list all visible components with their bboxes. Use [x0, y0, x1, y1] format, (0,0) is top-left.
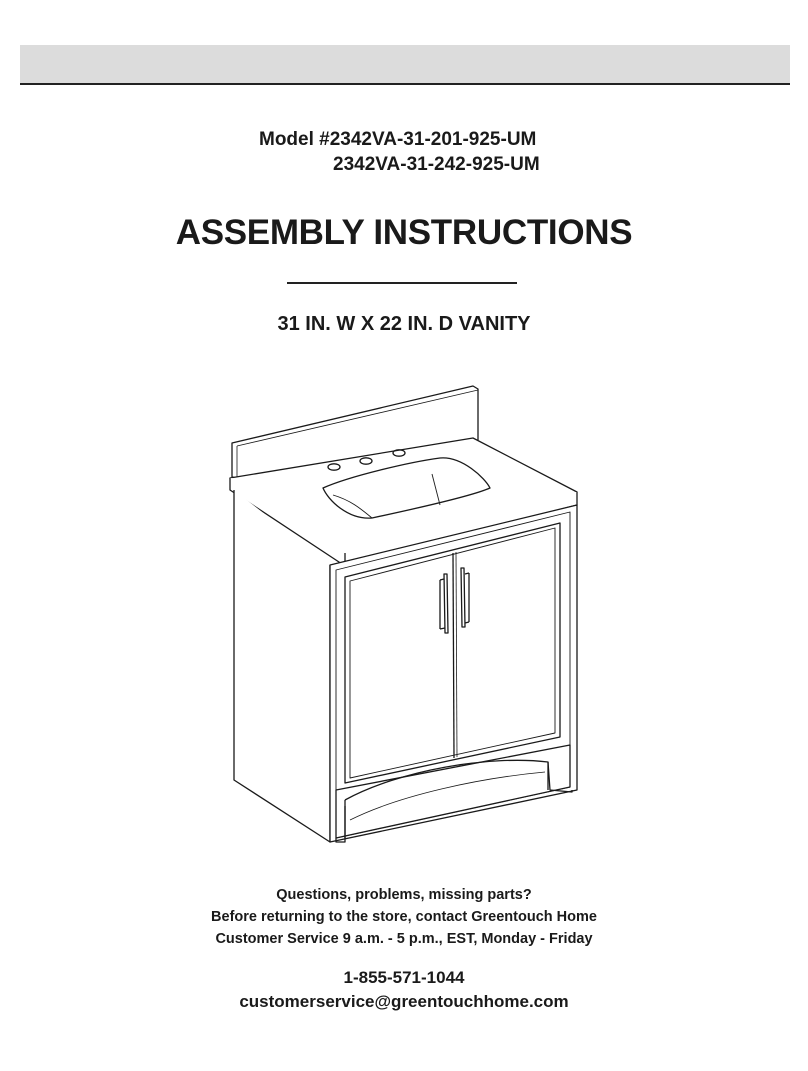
contact-info: [0, 884, 808, 950]
model-number-2: 2342VA-31-242-925-UM: [333, 154, 540, 175]
page-title: ASSEMBLY INSTRUCTIONS: [175, 213, 633, 252]
contact-email[interactable]: customerservice@greentouchhome.com: [239, 992, 569, 1011]
contact-phone[interactable]: 1-855-571-1044: [343, 968, 465, 987]
title-divider: [287, 282, 517, 284]
contact-question: Questions, problems, missing parts?: [276, 887, 532, 903]
page-subtitle: 31 IN. W X 22 IN. D VANITY: [277, 313, 531, 335]
header-band: [20, 45, 790, 85]
vanity-illustration: [226, 385, 586, 850]
contact-details: [0, 966, 808, 1014]
contact-instruction: Before returning to the store, contact Greentouch Home: [211, 909, 597, 925]
model-number-1: Model #2342VA-31-201-925-UM: [259, 129, 537, 150]
contact-hours: Customer Service 9 a.m. - 5 p.m., EST, Monday - Friday: [215, 931, 593, 947]
